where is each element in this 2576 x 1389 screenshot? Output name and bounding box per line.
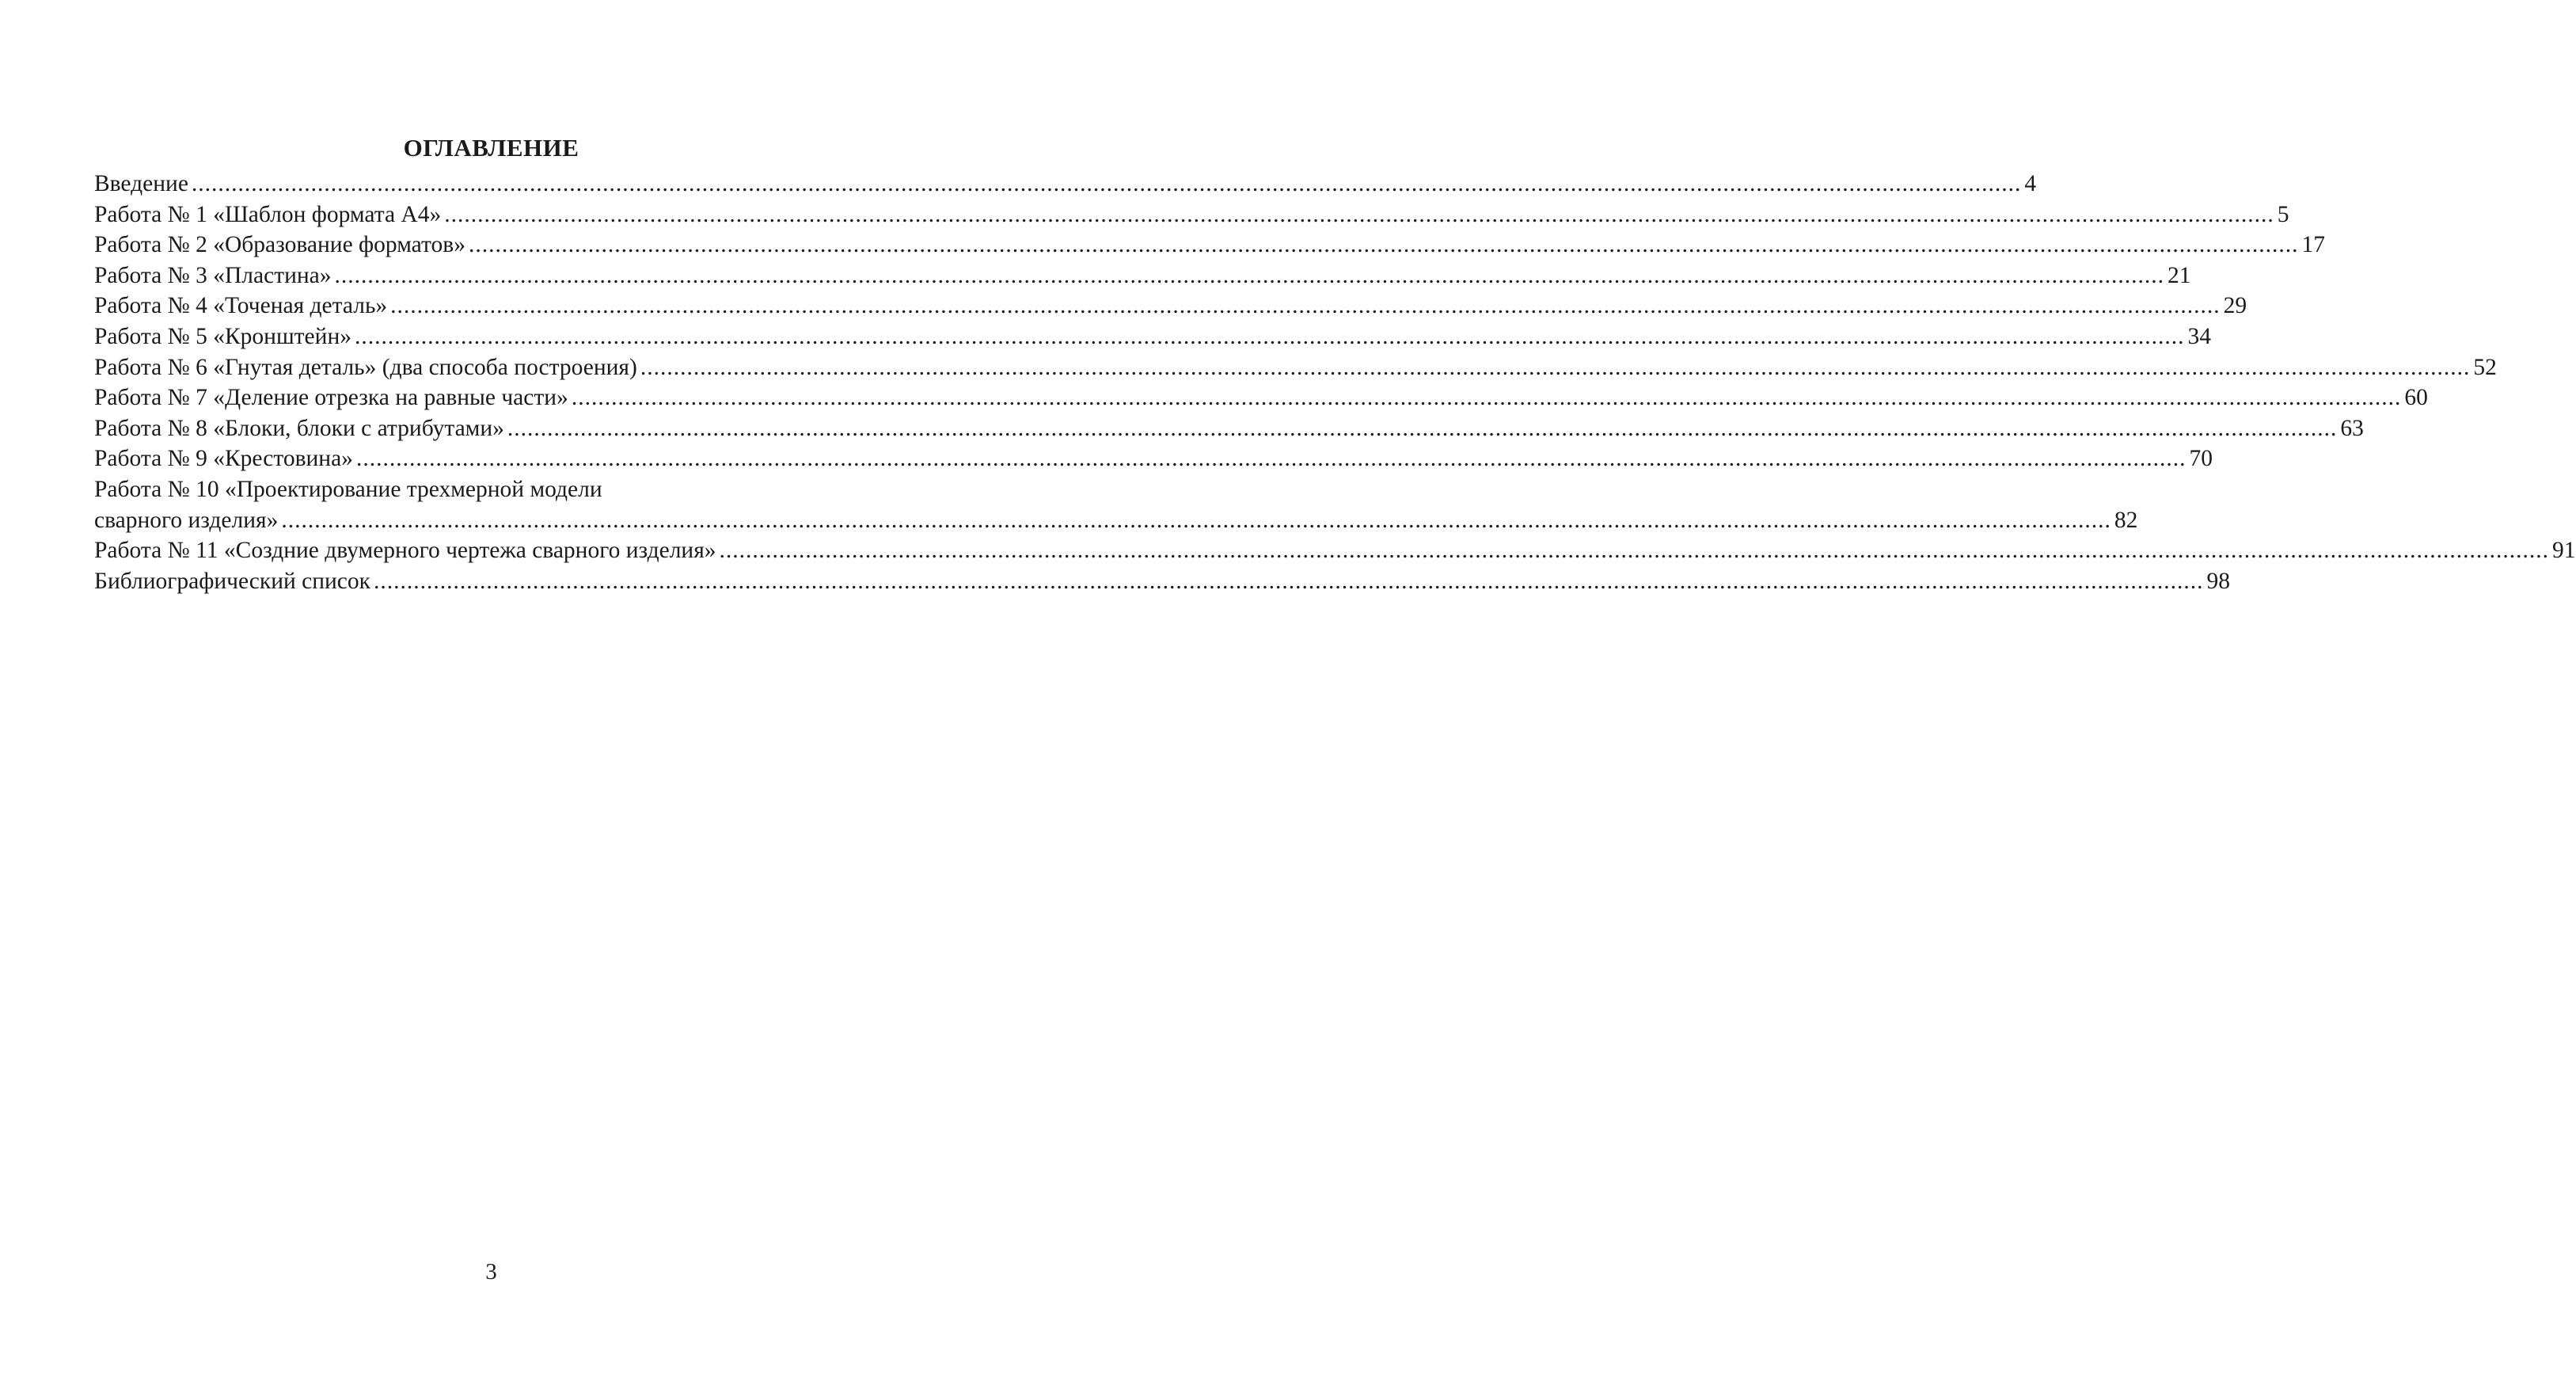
- toc-entry-work-7[interactable]: [94, 382, 2428, 413]
- toc-entry-label: Работа № 8 «Блоки, блоки с атрибутами»: [94, 415, 504, 441]
- toc-title: ОГЛАВЛЕНИЕ: [403, 134, 579, 162]
- toc-entry-page: 82: [2114, 507, 2138, 533]
- toc-entry-label: Работа № 3 «Пластина»: [94, 262, 332, 288]
- toc-entry-page: 4: [2024, 171, 2037, 196]
- toc-entry-bibliography[interactable]: [94, 566, 2230, 597]
- toc-dot-leader: ....................................................................................................................................................................................................................................................................................: [334, 262, 2165, 288]
- toc-dot-leader: ....................................................................................................................................................................................................................................................................................: [571, 385, 2402, 411]
- page-number: 3: [485, 1259, 497, 1284]
- toc-entry-page: 5: [2277, 201, 2289, 227]
- toc-dot-leader: ....................................................................................................................................................................................................................................................................................: [374, 568, 2204, 594]
- toc-entry-label: Введение: [94, 171, 188, 196]
- toc-entry-work-5[interactable]: [94, 322, 2211, 352]
- toc-entry-label: Работа № 6 «Гнутая деталь» (два способа построения): [94, 354, 637, 380]
- toc-dot-leader: ....................................................................................................................................................................................................................................................................................: [354, 323, 2185, 349]
- toc-entry-label: Работа № 7 «Деление отрезка на равные части»: [94, 385, 568, 411]
- toc-dot-leader: ....................................................................................................................................................................................................................................................................................: [719, 538, 2550, 564]
- toc-dot-leader: ....................................................................................................................................................................................................................................................................................: [191, 171, 2022, 196]
- table-of-contents: [94, 169, 2576, 596]
- toc-dot-leader: ....................................................................................................................................................................................................................................................................................: [355, 446, 2187, 472]
- toc-entry-work-10[interactable]: [94, 474, 2138, 535]
- toc-dot-leader: ....................................................................................................................................................................................................................................................................................: [640, 354, 2471, 380]
- toc-entry-page: 60: [2404, 385, 2428, 411]
- toc-entry-page: 21: [2168, 262, 2191, 288]
- toc-entry-label: сварного изделия»: [94, 507, 279, 533]
- toc-entry-work-8[interactable]: [94, 413, 2364, 444]
- toc-entry-label: Библиографический список: [94, 568, 370, 594]
- toc-entry-page: 98: [2206, 568, 2230, 594]
- toc-entry-label-line1: Работа № 10 «Проектирование трехмерной модели: [94, 476, 602, 502]
- toc-entry-introduction[interactable]: [94, 169, 2037, 200]
- toc-dot-leader: ....................................................................................................................................................................................................................................................................................: [390, 293, 2221, 319]
- toc-entry-work-9[interactable]: [94, 443, 2213, 474]
- toc-dot-leader: ....................................................................................................................................................................................................................................................................................: [444, 201, 2274, 227]
- toc-entry-label: Работа № 9 «Крестовина»: [94, 446, 353, 472]
- toc-entry-work-3[interactable]: [94, 261, 2191, 291]
- toc-entry-work-11[interactable]: [94, 535, 2576, 566]
- toc-entry-work-6[interactable]: [94, 352, 2497, 383]
- toc-entry-work-1[interactable]: [94, 200, 2289, 230]
- toc-entry-label: Работа № 5 «Кронштейн»: [94, 323, 351, 349]
- toc-entry-work-4[interactable]: [94, 291, 2247, 322]
- toc-dot-leader: ....................................................................................................................................................................................................................................................................................: [507, 415, 2338, 441]
- toc-dot-leader: ....................................................................................................................................................................................................................................................................................: [281, 507, 2111, 533]
- toc-entry-page: 63: [2340, 415, 2364, 441]
- toc-entry-page: 29: [2223, 293, 2247, 319]
- toc-entry-page: 91: [2552, 538, 2576, 564]
- toc-dot-leader: ....................................................................................................................................................................................................................................................................................: [468, 232, 2299, 258]
- toc-entry-label: Работа № 11 «Создние двумерного чертежа сварного изделия»: [94, 538, 716, 564]
- toc-entry-page: 70: [2189, 446, 2213, 472]
- toc-entry-work-2[interactable]: [94, 230, 2325, 261]
- toc-entry-page: 52: [2473, 354, 2497, 380]
- toc-entry-page: 17: [2301, 232, 2325, 258]
- toc-entry-page: 34: [2187, 323, 2211, 349]
- toc-entry-label: Работа № 4 «Точеная деталь»: [94, 293, 388, 319]
- toc-entry-label: Работа № 1 «Шаблон формата А4»: [94, 201, 442, 227]
- toc-entry-label: Работа № 2 «Образование форматов»: [94, 232, 465, 258]
